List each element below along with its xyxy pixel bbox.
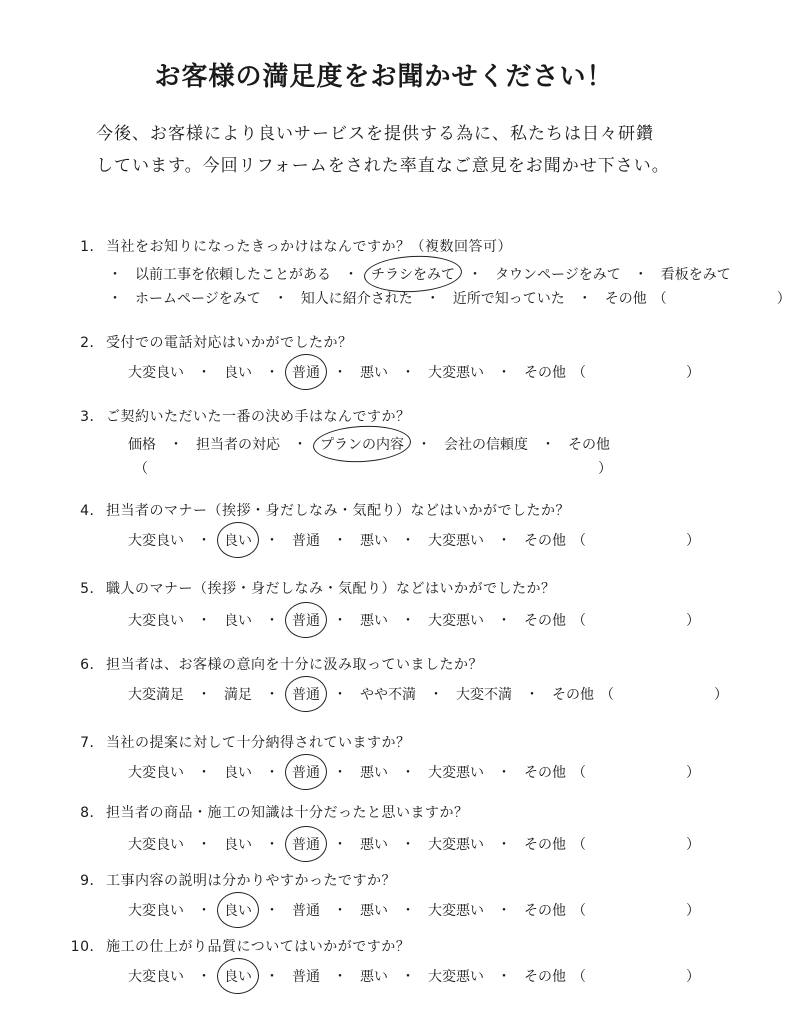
paren-open: （: [572, 969, 586, 985]
question-label: 担当者の商品・施工の知識は十分だったと思いますか？: [106, 805, 469, 821]
answer-option[interactable]: 満足: [224, 687, 252, 703]
separator: ・: [265, 533, 279, 549]
separator: ・: [333, 365, 347, 381]
paren-close: ）: [686, 903, 700, 919]
question-label: 受付での電話対応はいかがでしたか？: [106, 335, 353, 351]
question-number: 9．: [80, 873, 104, 889]
options-row: [108, 262, 733, 286]
separator: ・: [197, 765, 211, 781]
separator: ・: [401, 969, 415, 985]
answer-option[interactable]: 知人に紹介された: [300, 291, 413, 307]
answer-option[interactable]: 普通: [292, 969, 320, 985]
question-number: 7．: [80, 735, 104, 751]
question-number: 4．: [80, 503, 104, 519]
answer-option[interactable]: 悪い: [360, 765, 388, 781]
separator: ・: [344, 267, 358, 283]
question-text: [70, 236, 512, 256]
answer-option[interactable]: 良い: [222, 898, 254, 922]
question-number: 5．: [80, 581, 104, 597]
paren-close: ）: [686, 765, 700, 781]
answer-option[interactable]: 普通: [290, 608, 322, 632]
separator: ・: [333, 969, 347, 985]
question-label: 職人のマナー（挨拶・身だしなみ・気配り）などはいかがでしたか？: [106, 581, 556, 597]
answer-option[interactable]: 大変良い: [128, 903, 184, 919]
separator: ・: [293, 437, 307, 453]
intro-text: [96, 118, 716, 182]
answer-option[interactable]: 大変不満: [456, 687, 512, 703]
answer-option[interactable]: 大変満足: [128, 687, 184, 703]
answer-option[interactable]: 普通: [290, 832, 322, 856]
separator: ・: [265, 969, 279, 985]
separator: ・: [497, 365, 511, 381]
answer-option[interactable]: タウンページをみて: [495, 267, 621, 283]
separator: ・: [333, 533, 347, 549]
answer-option[interactable]: その他: [524, 903, 566, 919]
separator: ・: [197, 969, 211, 985]
separator: ・: [333, 613, 347, 629]
paren-close: ）: [776, 291, 791, 307]
answer-option[interactable]: 価格: [128, 437, 156, 453]
separator: ・: [273, 291, 288, 307]
answer-option[interactable]: 良い: [222, 528, 254, 552]
answer-option[interactable]: 普通: [290, 360, 322, 384]
question-text: [70, 936, 410, 956]
answer-option[interactable]: 良い: [224, 365, 252, 381]
page-title: お客様の満足度をお聞かせください！: [154, 62, 614, 92]
answer-option[interactable]: 大変悪い: [428, 969, 484, 985]
separator: ・: [265, 765, 279, 781]
answer-option[interactable]: その他: [524, 969, 566, 985]
answer-option[interactable]: その他: [524, 613, 566, 629]
separator: ・: [525, 687, 539, 703]
options-row: [126, 432, 612, 456]
answer-option[interactable]: 悪い: [360, 837, 388, 853]
separator: ・: [197, 837, 211, 853]
paren-open: （: [572, 533, 586, 549]
answer-option[interactable]: 大変悪い: [428, 903, 484, 919]
options-row: [126, 608, 700, 632]
answer-option[interactable]: 大変良い: [128, 765, 184, 781]
question-text: [70, 500, 570, 520]
question-label: 当社の提案に対して十分納得されていますか？: [106, 735, 411, 751]
question-label: 担当者は、お客様の意向を十分に汲み取っていましたか？: [106, 657, 483, 673]
separator: ・: [265, 365, 279, 381]
separator: ・: [468, 267, 482, 283]
answer-option[interactable]: その他: [524, 837, 566, 853]
separator: ・: [197, 533, 211, 549]
options-row: [134, 458, 612, 478]
answer-option[interactable]: 大変良い: [128, 365, 184, 381]
separator: ・: [497, 837, 511, 853]
answer-option[interactable]: その他: [524, 365, 566, 381]
intro-line-2: しています。今回リフォームをされた率直なご意見をお聞かせ下さい。: [96, 156, 670, 176]
question-label: 工事内容の説明は分かりやすかったですか？: [106, 873, 396, 889]
separator: ・: [197, 903, 211, 919]
answer-option[interactable]: 以前工事を依頼したことがある: [135, 267, 331, 283]
answer-option[interactable]: 大変悪い: [428, 613, 484, 629]
answer-option[interactable]: 大変悪い: [428, 837, 484, 853]
answer-option[interactable]: その他: [552, 687, 594, 703]
separator: ・: [497, 765, 511, 781]
separator: ・: [197, 365, 211, 381]
question-label: 当社をお知りになったきっかけはなんですか？（複数回答可）: [106, 239, 512, 255]
answer-option[interactable]: 良い: [224, 613, 252, 629]
question-label: 施工の仕上がり品質についてはいかがですか？: [106, 939, 411, 955]
paren-open: （: [652, 291, 667, 307]
separator: ・: [497, 969, 511, 985]
separator: ・: [197, 613, 211, 629]
answer-option[interactable]: 大変良い: [128, 533, 184, 549]
question-text: [70, 870, 396, 890]
answer-option[interactable]: 大変良い: [128, 837, 184, 853]
separator: ・: [429, 687, 443, 703]
question-number: 2．: [80, 335, 104, 351]
separator: ・: [265, 687, 279, 703]
paren-open: （: [600, 687, 614, 703]
paren-open: （: [572, 765, 586, 781]
answer-option[interactable]: 看板をみて: [660, 267, 731, 283]
paren-open: （: [572, 613, 586, 629]
separator: ・: [497, 613, 511, 629]
question-text: [70, 802, 469, 822]
paren-close: ）: [686, 365, 700, 381]
answer-option[interactable]: その他: [568, 437, 610, 453]
paren-close: ）: [686, 613, 700, 629]
options-row: [126, 964, 700, 988]
answer-option[interactable]: 大変良い: [128, 613, 184, 629]
separator: ・: [333, 687, 347, 703]
question-label: 担当者のマナー（挨拶・身だしなみ・気配り）などはいかがでしたか？: [106, 503, 570, 519]
answer-option[interactable]: 良い: [224, 765, 252, 781]
separator: ・: [401, 533, 415, 549]
options-row: [126, 898, 700, 922]
paren-close: ）: [686, 837, 700, 853]
separator: ・: [541, 437, 555, 453]
paren-close: ）: [686, 533, 700, 549]
separator: ・: [265, 837, 279, 853]
answer-option[interactable]: 普通: [292, 533, 320, 549]
answer-option[interactable]: チラシをみて: [369, 262, 457, 286]
question-number: 6．: [80, 657, 104, 673]
separator: ・: [108, 267, 122, 283]
separator: ・: [417, 437, 431, 453]
answer-option[interactable]: 普通: [290, 760, 322, 784]
options-row: [126, 682, 728, 706]
separator: ・: [497, 903, 511, 919]
question-number: 1．: [80, 239, 104, 255]
separator: ・: [633, 267, 648, 283]
question-text: [70, 332, 353, 352]
paren-close: ）: [598, 461, 612, 477]
answer-option[interactable]: 近所で知っていた: [452, 291, 565, 307]
separator: ・: [108, 291, 122, 307]
separator: ・: [401, 365, 415, 381]
answer-option[interactable]: 大変悪い: [428, 365, 484, 381]
answer-option[interactable]: やや不満: [360, 687, 416, 703]
paren-open: （: [572, 837, 586, 853]
intro-line-1: 今後、お客様により良いサービスを提供する為に、私たちは日々研鑽: [96, 124, 654, 144]
answer-option[interactable]: ホームページをみて: [135, 291, 261, 307]
question-number: 8．: [80, 805, 104, 821]
answer-option[interactable]: 良い: [224, 837, 252, 853]
question-text: [70, 654, 483, 674]
separator: ・: [265, 903, 279, 919]
answer-option[interactable]: その他: [524, 533, 566, 549]
answer-option[interactable]: 会社の信頼度: [444, 437, 528, 453]
separator: ・: [425, 291, 440, 307]
options-row: [126, 832, 700, 856]
answer-option[interactable]: 悪い: [360, 969, 388, 985]
question-number: 3．: [80, 409, 104, 425]
options-row: [126, 528, 700, 552]
paren-open: （: [572, 365, 586, 381]
separator: ・: [333, 765, 347, 781]
separator: ・: [333, 837, 347, 853]
answer-option[interactable]: 悪い: [360, 903, 388, 919]
answer-option[interactable]: 悪い: [360, 365, 388, 381]
question-number: 10．: [70, 939, 104, 955]
separator: ・: [497, 533, 511, 549]
options-row: [126, 360, 700, 384]
separator: ・: [401, 837, 415, 853]
answer-option[interactable]: 悪い: [360, 533, 388, 549]
options-row: [126, 760, 700, 784]
separator: ・: [401, 903, 415, 919]
paren-open: （: [134, 461, 148, 477]
separator: ・: [401, 765, 415, 781]
paren-close: ）: [714, 687, 728, 703]
answer-option[interactable]: 普通: [290, 682, 322, 706]
answer-option[interactable]: 大変悪い: [428, 765, 484, 781]
separator: ・: [577, 291, 592, 307]
question-label: ご契約いただいた一番の決め手はなんですか？: [106, 409, 411, 425]
answer-option[interactable]: プランの内容: [318, 432, 406, 456]
separator: ・: [169, 437, 183, 453]
separator: ・: [197, 687, 211, 703]
question-text: [70, 578, 556, 598]
question-text: [70, 406, 411, 426]
answer-option[interactable]: 大変悪い: [428, 533, 484, 549]
separator: ・: [265, 613, 279, 629]
answer-option[interactable]: 大変良い: [128, 969, 184, 985]
answer-option[interactable]: その他: [604, 291, 647, 307]
answer-option[interactable]: その他: [524, 765, 566, 781]
options-row: [108, 286, 791, 310]
answer-option[interactable]: 良い: [222, 964, 254, 988]
answer-option[interactable]: 担当者の対応: [196, 437, 280, 453]
separator: ・: [401, 613, 415, 629]
answer-option[interactable]: 悪い: [360, 613, 388, 629]
answer-option[interactable]: 普通: [292, 903, 320, 919]
question-text: [70, 732, 411, 752]
paren-close: ）: [686, 969, 700, 985]
paren-open: （: [572, 903, 586, 919]
separator: ・: [333, 903, 347, 919]
